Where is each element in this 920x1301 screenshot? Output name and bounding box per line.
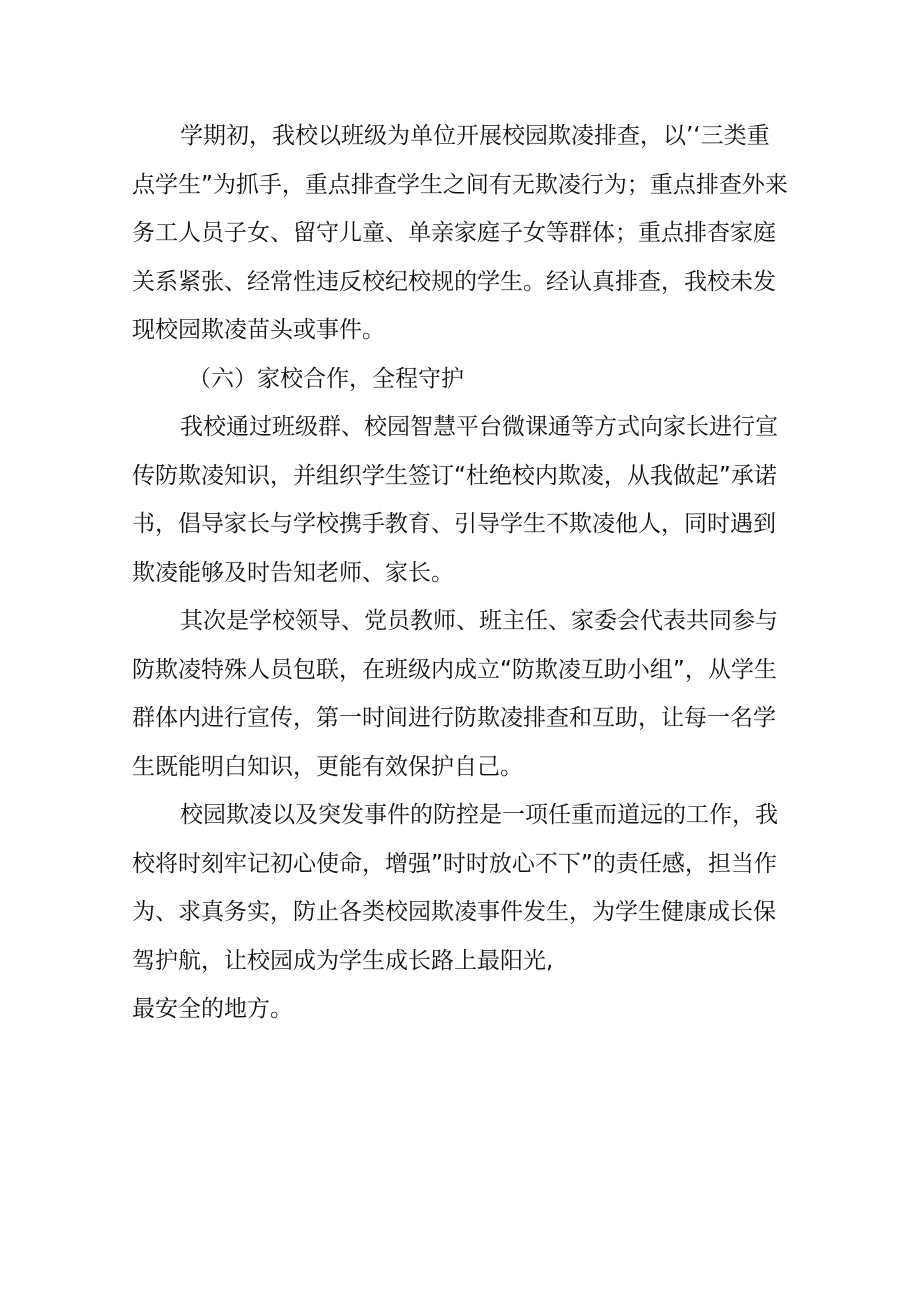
paragraph-conclusion-tail: 最安全的地方。	[132, 996, 293, 1022]
paragraph-bullying-screening: 学期初，我校以班级为单位开展校园欺凌排查，以’‘三类重点学生”为抓手，重点排查学生之间有无欺凌行为；重点排查外来务工人员子女、留守儿童、单亲家庭子女等群体；重点排杳家庭关系紧张、经常性违反校纪校规的学生。经认真排查，我校未发现校园欺凌苗头或事件。	[132, 123, 788, 343]
section-heading-home-school-cooperation: （六）家校合作，全程守护	[188, 365, 464, 392]
document-body	[132, 112, 788, 1034]
paragraph-conclusion: 校园欺凌以及突发事件的防控是一项任重而道远的工作，我校将时刻牢记初心使命，增强”时时放心不下”的责任感，担当作为、求真务实，防止各类校园欺凌事件发生，为学生健康成长保驾护航，让校园成为学生成长路上最阳光,	[132, 802, 778, 974]
paragraph-anti-bullying-groups: 其次是学校领导、党员教师、班主任、家委会代表共同参与防欺凌特殊人员包联，在班级内成立“防欺凌互助小组”，从学生群体内进行宣传，第一时间进行防欺凌排查和互助，让每一名学生既能明白知识，更能有效保护自己。	[132, 608, 778, 780]
paragraph-parent-outreach: 我校通过班级群、校园智慧平台微课通等方式向家长进行宣传防欺凌知识，并组织学生签订“杜绝校内欺凌，从我做起”承诺书，倡导家长与学校携手教育、引导学生不欺凌他人，同时遇到欺凌能够及时告知老师、家长。	[132, 414, 778, 586]
